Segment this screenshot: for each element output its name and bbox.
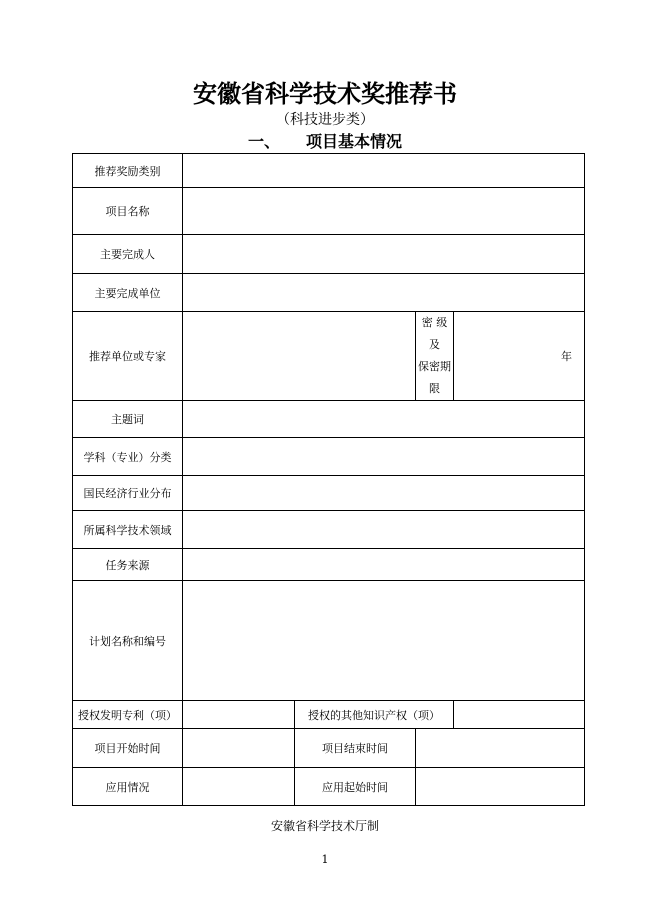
table-row (73, 235, 585, 274)
award-category-label: 推荐奖励类别 (73, 154, 183, 188)
other-ip-label: 授权的其他知识产权（项） (295, 701, 454, 729)
industry-label: 国民经济行业分布 (73, 476, 183, 511)
section-number: 一、 (247, 132, 280, 151)
keywords-field[interactable] (183, 401, 585, 438)
invention-patents-field[interactable] (183, 701, 295, 729)
start-time-label: 项目开始时间 (73, 729, 183, 768)
plan-name-field[interactable] (183, 581, 585, 701)
issuer-footer: 安徽省科学技术厅制 (270, 819, 379, 833)
end-time-field[interactable] (416, 729, 585, 768)
project-name-field[interactable] (183, 188, 585, 235)
table-row (73, 274, 585, 312)
table-row (73, 312, 585, 401)
table-row (73, 401, 585, 438)
table-row (73, 511, 585, 549)
task-source-label: 任务来源 (73, 549, 183, 581)
table-row (73, 701, 585, 729)
main-units-label: 主要完成单位 (73, 274, 183, 312)
table-row (73, 154, 585, 188)
secrecy-period-field[interactable] (454, 312, 585, 401)
table-row (73, 438, 585, 476)
task-source-field[interactable] (183, 549, 585, 581)
year-unit: 年 (561, 350, 572, 363)
table-row (73, 581, 585, 701)
secrecy-label (416, 312, 454, 401)
award-category-field[interactable] (183, 154, 585, 188)
sci-field-field[interactable] (183, 511, 585, 549)
recommender-field[interactable] (183, 312, 416, 401)
recommender-label: 推荐单位或专家 (73, 312, 183, 401)
application-field[interactable] (183, 768, 295, 806)
main-units-field[interactable] (183, 274, 585, 312)
document-subtitle: （科技进步类） (276, 112, 374, 128)
project-name-label: 项目名称 (73, 188, 183, 235)
end-time-label: 项目结束时间 (295, 729, 416, 768)
table-row (73, 188, 585, 235)
document-title: 安徽省科学技术奖推荐书 (193, 80, 457, 108)
table-row (73, 549, 585, 581)
sci-field-label: 所属科学技术领域 (73, 511, 183, 549)
discipline-field[interactable] (183, 438, 585, 476)
industry-field[interactable] (183, 476, 585, 511)
page-number: 1 (321, 853, 329, 866)
basic-info-table (72, 153, 585, 806)
other-ip-field[interactable] (454, 701, 585, 729)
table-row (73, 476, 585, 511)
keywords-label: 主题词 (73, 401, 183, 438)
application-start-field[interactable] (416, 768, 585, 806)
main-completers-field[interactable] (183, 235, 585, 274)
main-completers-label: 主要完成人 (73, 235, 183, 274)
secrecy-label-line2: 保密期限 (418, 360, 451, 395)
start-time-field[interactable] (183, 729, 295, 768)
secrecy-label-line1: 密 级 及 (421, 316, 448, 351)
discipline-label: 学科（专业）分类 (73, 438, 183, 476)
section-title: 项目基本情况 (306, 132, 403, 151)
table-row (73, 768, 585, 806)
table-row (73, 729, 585, 768)
application-label: 应用情况 (73, 768, 183, 806)
plan-name-label: 计划名称和编号 (73, 581, 183, 701)
section-heading (0, 131, 650, 153)
application-start-label: 应用起始时间 (295, 768, 416, 806)
invention-patents-label: 授权发明专利（项） (73, 701, 183, 729)
